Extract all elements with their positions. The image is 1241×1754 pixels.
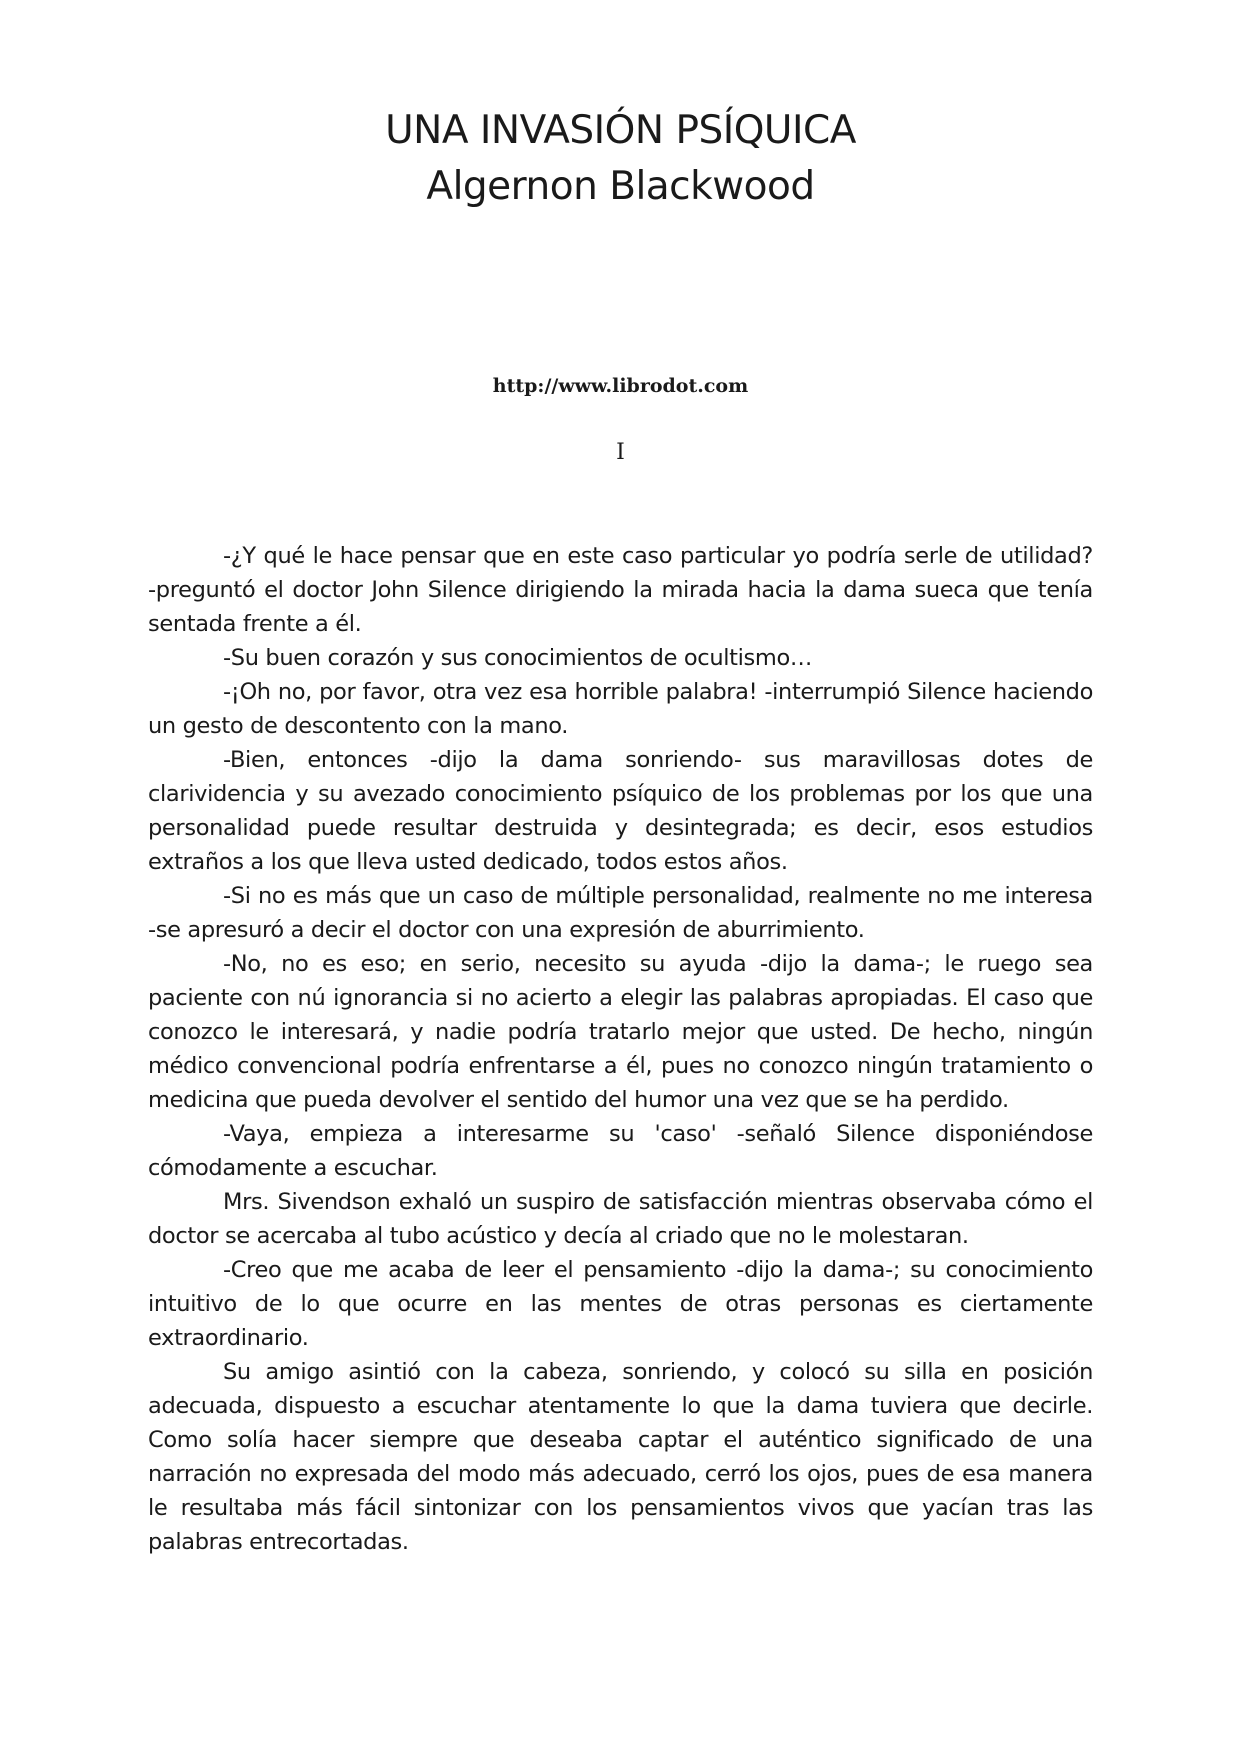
paragraph: -Si no es más que un caso de múltiple personalidad, realmente no me interesa -se apresuró a decir el doctor con una expresión de aburrimiento.: [148, 883, 1093, 943]
title-block: [0, 103, 1241, 215]
paragraph: Su amigo asintió con la cabeza, sonriendo, y colocó su silla en posición adecuada, dispuesto a escuchar atentamente lo que la dama tuviera que decirle. Como solía hacer siempre que deseaba captar el auténtico significado de una narración no expresada del modo más adecuado, cerró los ojos, pues de esa manera le resultaba más fácil sintonizar con los pensamientos vivos que yacían tras las palabras entrecortadas.: [148, 1359, 1093, 1555]
paragraph: -Vaya, empieza a interesarme su 'caso' -señaló Silence disponiéndose cómodamente a escuchar.: [148, 1121, 1093, 1181]
book-title: UNA INVASIÓN PSÍQUICA: [385, 108, 856, 153]
body-text: [148, 539, 1093, 1559]
paragraph: -Su buen corazón y sus conocimientos de ocultismo…: [223, 645, 813, 671]
paragraph: -¿Y qué le hace pensar que en este caso particular yo podría serle de utilidad? -preguntó el doctor John Silence dirigiendo la mirada hacia la dama sueca que tenía sentada frente a él.: [148, 543, 1093, 637]
paragraph: -Bien, entonces -dijo la dama sonriendo- sus maravillosas dotes de clarividencia y su avezado conocimiento psíquico de los problemas por los que una personalidad puede resultar destruida y desintegrada; es decir, esos estudios extraños a los que lleva usted dedicado, todos estos años.: [148, 747, 1093, 875]
paragraph: -¡Oh no, por favor, otra vez esa horrible palabra! -interrumpió Silence haciendo un gesto de descontento con la mano.: [148, 679, 1093, 739]
source-url: http://www.librodot.com: [492, 375, 749, 397]
chapter-number: I: [616, 440, 625, 465]
paragraph: Mrs. Sivendson exhaló un suspiro de satisfacción mientras observaba cómo el doctor se acercaba al tubo acústico y decía al criado que no le molestaran.: [148, 1189, 1093, 1249]
paragraph: -Creo que me acaba de leer el pensamiento -dijo la dama-; su conocimiento intuitivo de lo que ocurre en las mentes de otras personas es ciertamente extraordinario.: [148, 1257, 1093, 1351]
book-author: Algernon Blackwood: [426, 164, 815, 209]
paragraph: -No, no es eso; en serio, necesito su ayuda -dijo la dama-; le ruego sea paciente con nú ignorancia si no acierto a elegir las palabras apropiadas. El caso que conozco le interesará, y nadie podría tratarlo mejor que usted. De hecho, ningún médico convencional podría enfrentarse a él, pues no conozco ningún tratamiento o medicina que pueda devolver el sentido del humor una vez que se ha perdido.: [148, 951, 1093, 1113]
